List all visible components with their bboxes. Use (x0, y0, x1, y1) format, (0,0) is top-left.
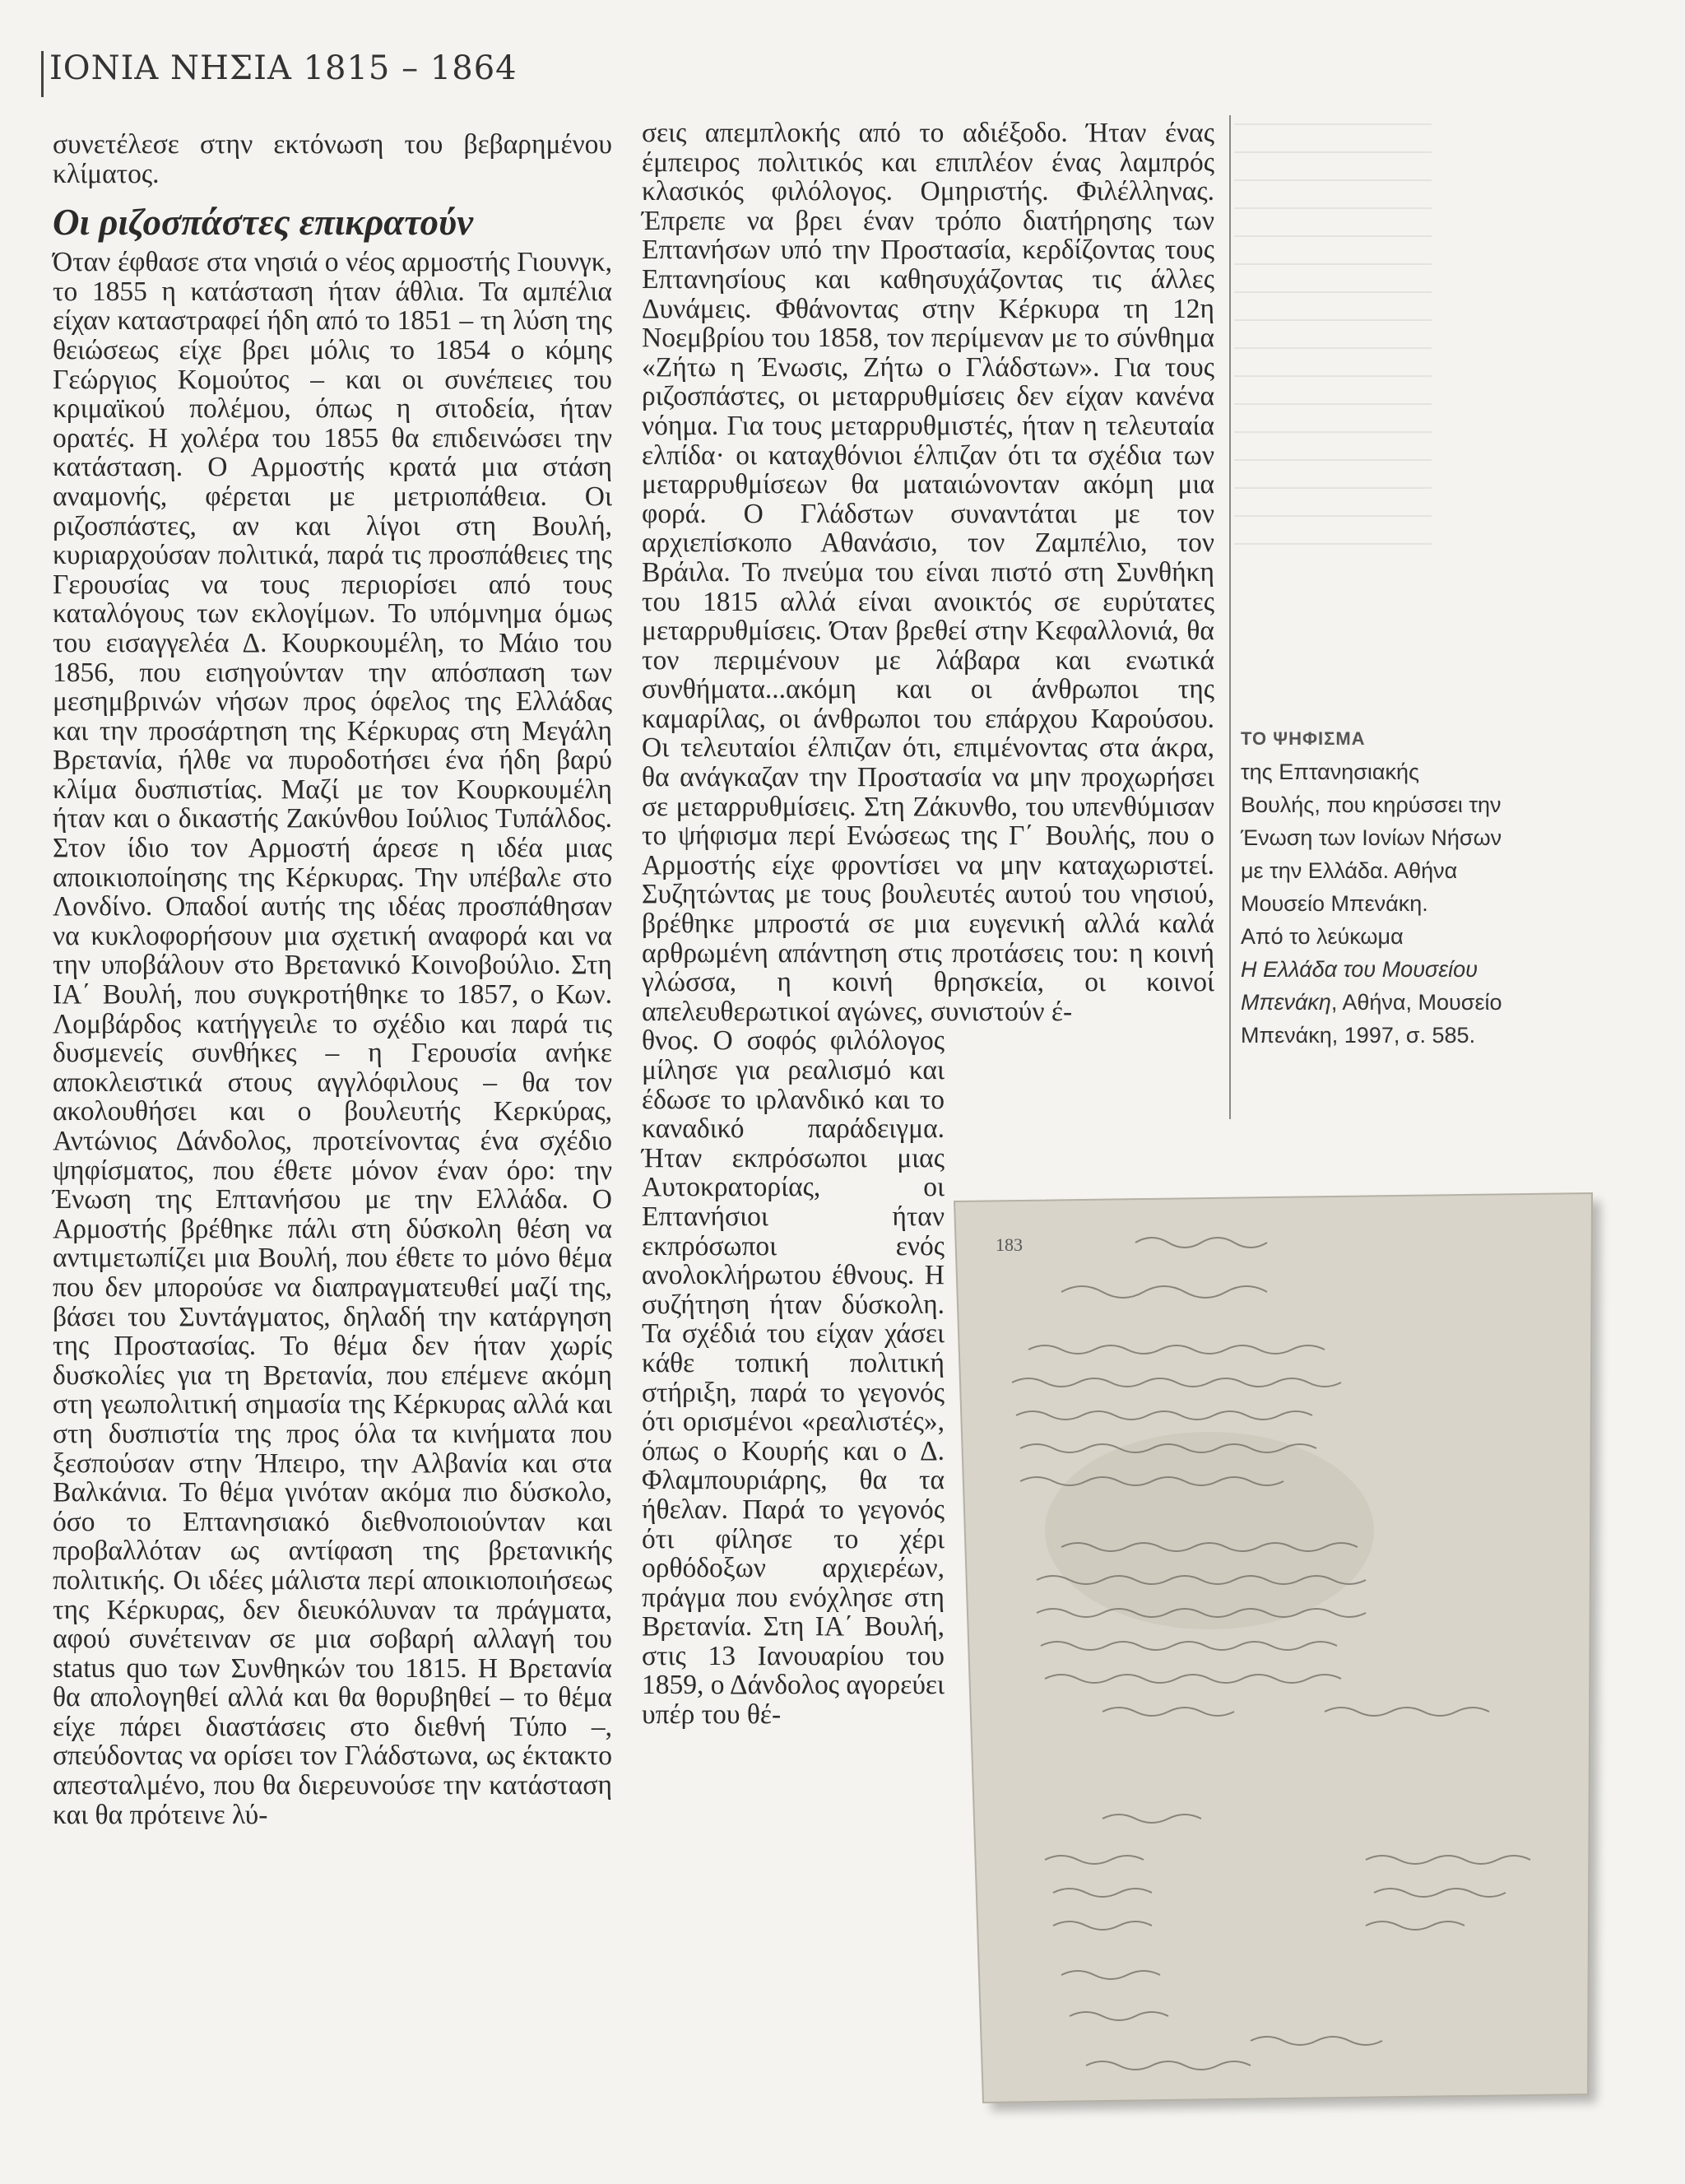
caption-title: ΤΟ ΨΗΦΙΣΜΑ (1241, 728, 1366, 749)
running-header: ΙΟΝΙΑ ΝΗΣΙΑ 1815 – 1864 (49, 49, 518, 87)
section-heading: Οι ριζοσπάστες επικρατούν (53, 202, 474, 244)
caption-source-intro: Από το λεύκωμα (1241, 924, 1404, 949)
image-caption (1241, 723, 1504, 1052)
caption-description: της Επτανησιακής Βουλής, που κηρύσσει την Ένωση των Ιονίων Νήσων με την Ελλάδα. Αθήνα Μουσείο Μπενάκη. (1241, 760, 1502, 916)
caption-source-details: , Αθήνα, Μουσείο Μπενάκη, 1997, σ. 585. (1241, 990, 1502, 1048)
historic-document-photo (938, 1185, 1613, 2123)
faint-show-through-text (1234, 123, 1432, 571)
document-paper (954, 1193, 1592, 2103)
column-divider (1229, 115, 1231, 1119)
column-left (53, 130, 612, 1829)
paragraph-body-middle: σεις απεμπλοκής από το αδιέξοδο. Ήταν ένας έμπειρος πολιτικός και επιπλέον ένας λαμπρός κλασικός φιλόλογος. Ομηριστής. Φιλέλληνας. Έπρεπε να βρει έναν τρόπο διατήρησης των Επτανήσων υπό την Προστασία, κερδίζοντας τους Επτανησίους και καθησυχάζοντας τις άλλες Δυνάμεις. Φθάνοντας στην Κέρκυρα τη 12η Νοεμβρίου του 1858, τον περίμεναν με το σύνθημα «Ζήτω η Ένωσις, Ζήτω ο Γλάδστων». Για τους ριζοσπάστες, οι μεταρρυθμίσεις δεν είχαν κανένα νόημα. Για τους μεταρρυθμιστές, ήταν η τελευταία ελπίδα· οι καταχθόνιοι έλπιζαν ότι τα σχέδια των μεταρρυθμίσεων θα ματαιώνονταν ακόμη μια φορά. Ο Γλάδστων συναντάται με τον αρχιεπίσκοπο Αθανάσιο, τον Ζαμπέλιο, τον Βράιλα. Το πνεύμα του είναι πιστό στη Συνθήκη του 1815 αλλά είναι ανοικτός σε ευρύτατες μεταρρυθμίσεις. Όταν βρεθεί στην Κεφαλλονιά, θα τον περιμένουν με λάβαρα και ενωτικά συνθήματα...ακόμη και οι άνθρωποι της καμαρίλας, οι άνθρωποι του επάρχου Καρούσου. Οι τελευταίοι έλπιζαν ότι, επιμένοντας στα άκρα, θα ανάγκαζαν την Προστασία να μην προχωρήσει σε μεταρρυθμίσεις. Στη Ζάκυνθο, του υπενθύμισαν το ψήφισμα περί Ενώσεως της Γ΄ Βουλής, που ο Αρμοστής είχε φροντίσει να μην καταχωριστεί. Συζητώντας με τους βουλευτές αυτού του νησιού, βρέθηκε μπροστά σε μια ευγενική αλλά καλά αρθρωμένη απάντηση στις προτάσεις του: η κοινή γλώσσα, η κοινή θρησκεία, οι κοινοί απελευθερωτικοί αγώνες, συνιστούν έ- (642, 118, 1214, 1027)
paragraph-intro: συνετέλεσε στην εκτόνωση του βεβαρημένου κλίματος. (53, 129, 612, 189)
caption-book-title: Η Ελλάδα του Μουσείου Μπενάκη (1241, 957, 1478, 1015)
paragraph-body-middle-narrow: θνος. Ο σοφός φιλόλογος μίλησε για ρεαλισμό και έδωσε το ιρλανδικό και το καναδικό παράδειγμα. Ήταν εκπρόσωποι μιας Αυτοκρατορίας, οι Επτανήσιοι ήταν εκπρόσωποι ενός ανολοκλήρωτου έθνους. Η συζήτηση ήταν δύσκολη. Τα σχέδιά του είχαν χάσει κάθε τοπική πολιτική στήριξη, παρά το γεγονός ότι ορισμένοι «ρεαλιστές», όπως ο Κουρής και ο Δ. Φλαμπουριάρης, θα τα ήθελαν. Παρά το γεγονός ότι φίλησε το χέρι ορθόδοξων αρχιερέων, πράγμα που ενόχλησε στη Βρετανία. Στη ΙΑ΄ Βουλή, στις 13 Ιανουαρίου του 1859, ο Δάνδολος αγορεύει υπέρ του θέ- (642, 1025, 945, 1731)
document-number: 183 (996, 1234, 1023, 1255)
paragraph-body-left: Όταν έφθασε στα νησιά ο νέος αρμοστής Γιουνγκ, το 1855 η κατάσταση ήταν άθλια. Τα αμπέλια είχαν καταστραφεί ήδη από το 1851 – τη λύση της θειώσεως είχε βρει μόλις το 1854 ο κόμης Γεώργιος Κομούτος – και οι συνέπειες του κριμαϊκού πολέμου, όπως η σιτοδεία, ήταν ορατές. Η χολέρα του 1855 θα επιδεινώσει την κατάσταση. Ο Αρμοστής κρατά μια στάση αναμονής, φέρεται με μετριοπάθεια. Οι ριζοσπάστες, αν και λίγοι στη Βουλή, κυριαρχούσαν πολιτικά, παρά τις προσπάθειες της Γερουσίας να τους περιορίσει από τους καταλόγους των εκλογίμων. Το υπόμνημα όμως του εισαγγελέα Δ. Κουρκουμέλη, το Μάιο του 1856, που εισηγούνταν την απόσπαση των μεσημβρινών νήσων προς όφελος της Ελλάδας και την προσάρτηση της Κέρκυρας στη Μεγάλη Βρετανία, ήλθε να πυροδοτήσει ένα ήδη βαρύ κλίμα δυσπιστίας. Μαζί με τον Κουρκουμέλη ήταν και ο δικαστής Ζακύνθου Ιούλιος Τυπάλδος. Στον ίδιο τον Αρμοστή άρεσε η ιδέα μιας αποικιοποίησης της Κέρκυρας. Την υπέβαλε στο Λονδίνο. Οπαδοί αυτής της ιδέας προσπάθησαν να κυκλοφορήσουν μια σχετική αναφορά και να την υποβάλουν στο Βρετανικό Κοινοβούλιο. Στη ΙΑ΄ Βουλή, που συγκροτήθηκε το 1857, ο Κων. Λομβάρδος κατήγγειλε το σχέδιο και παρά τις δυσμενείς συνθήκες – η Γερουσία ανήκε αποκλειστικά στους αγγλόφιλους – θα τον ακολουθήσει και ο βουλευτής Κερκύρας, Αντώνιος Δάνδολος, προτείνοντας ένα σχέδιο ψηφίσματος, που έθετε μόνον έναν όρο: την Ένωση της Επτανήσου με την Ελλάδα. Ο Αρμοστής βρέθηκε πάλι στη δύσκολη θέση να αντιμετωπίζει μια Βουλή, που έθετε το μόνο θέμα που δεν μπορούσε να διαπραγματευθεί μαζί της, βάσει του Συντάγματος, δηλαδή την κατάργηση της Προστασίας. Το θέμα δεν ήταν χωρίς δυσκολίες για τη Βρετανία, που επέμενε ακόμη στη γεωπολιτική σημασία της Κέρκυρας αλλά και στη δυσπιστία της προς όλα τα κινήματα που ξεσπούσαν στην Ήπειρο, την Αλβανία και στα Βαλκάνια. Το θέμα γινόταν ακόμα πιο δύσκολο, όσο το Επτανησιακό διεθνοποιούνταν και προβαλλόταν ως αντίφαση της βρετανικής πολιτικής. Οι ιδέες μάλιστα περί αποικιοποιήσεως της Κέρκυρας, δεν διευκόλυναν τα πράγματα, αφού συνέτειναν σε μια σοβαρή αλλαγή του status quo των Συνθηκών του 1815. Η Βρετανία θα απολογηθεί αλλά και θα θορυβηθεί – το θέμα είχε πάρει διαστάσεις στο διεθνή Τύπο –, σπεύδοντας να ορίσει τον Γλάδστωνα, ως έκτακτο απεσταλμένο, που θα διερευνούσε την κατάσταση και θα πρότεινε λύ- (53, 247, 612, 1830)
document-stain (1045, 1432, 1374, 1629)
header-rule (41, 51, 44, 97)
document-illustration (938, 1185, 1613, 2123)
